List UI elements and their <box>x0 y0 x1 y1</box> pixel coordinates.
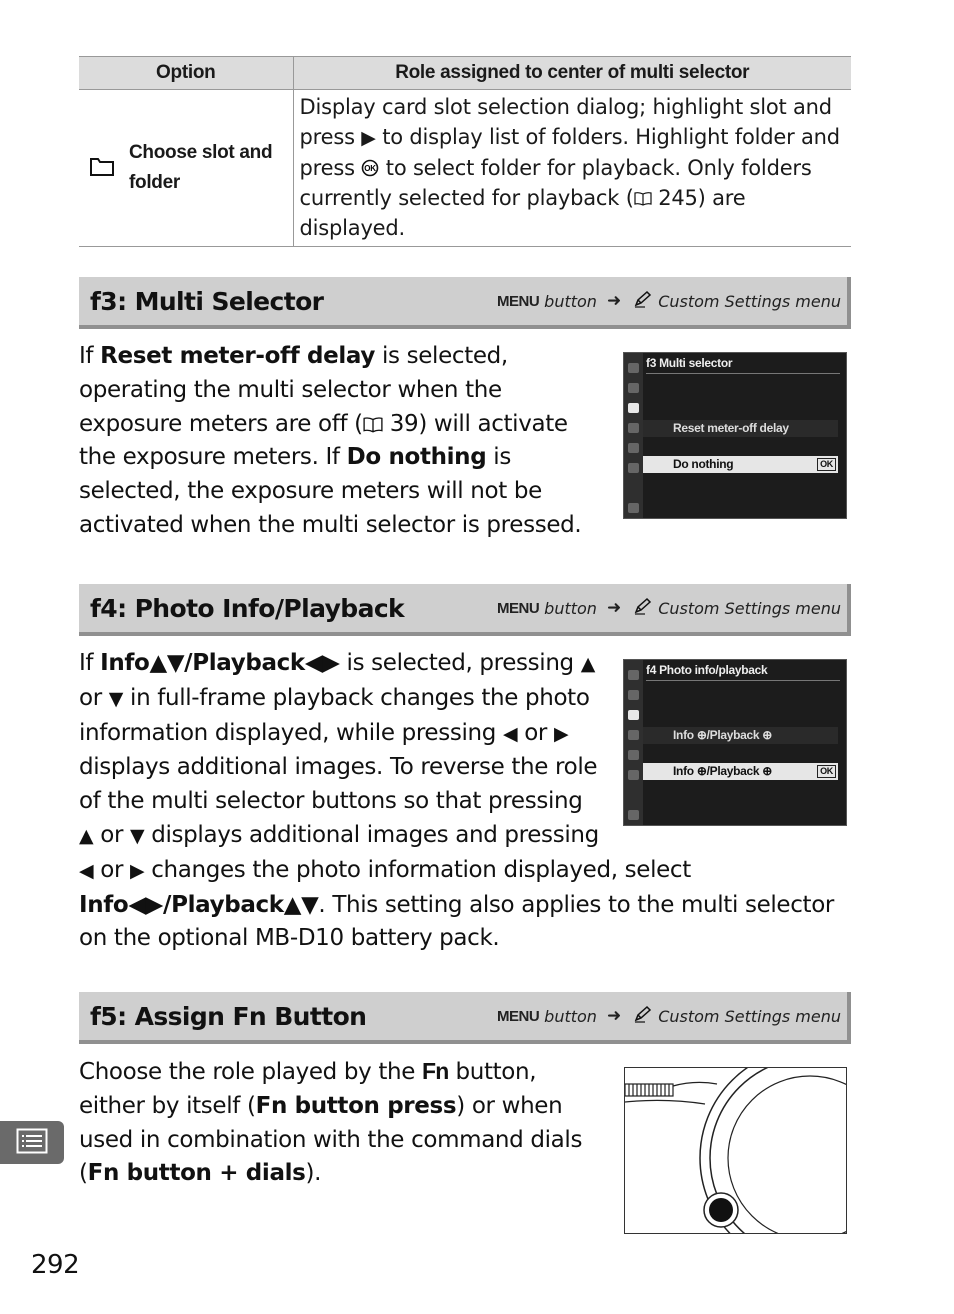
setup-menu-icon <box>628 423 639 433</box>
f3-body-text: If Reset meter-off delay is selected, operating the multi selector when the exposure meters are off ( 39) will activate the exposure meters. If Do nothing is selected, the exposure meters will not be activated when the multi selector is pressed. <box>79 343 582 538</box>
arrow-right-icon: ➜ <box>606 1006 622 1026</box>
section-header-f4 <box>79 584 851 636</box>
f5-body-text: Choose the role played by the Fn button, either by itself (Fn button press) or when used in combination with the command dials (Fn button + dials). <box>79 1058 583 1187</box>
page-ref-icon <box>634 186 652 210</box>
section-tab <box>0 1121 64 1164</box>
section-title: f3: Multi Selector <box>90 286 324 316</box>
arrow-right-icon: ➜ <box>606 598 622 618</box>
svg-text:OK: OK <box>364 164 377 174</box>
section-title: f4: Photo Info/Playback <box>90 593 405 623</box>
lcd-menu-item-selected: Info ⊕/Playback ⊕ OK <box>643 763 838 780</box>
arrow-right-icon: ➜ <box>606 291 622 311</box>
custom-settings-icon <box>628 403 639 413</box>
retouch-menu-icon <box>628 443 639 453</box>
menu-button-label: MENU <box>496 1007 540 1025</box>
help-icon <box>628 503 639 513</box>
lcd-menu-item: Reset meter-off delay <box>643 420 838 437</box>
page-number: 292 <box>31 1250 80 1280</box>
lcd-menu-item: Info ⊕/Playback ⊕ <box>643 727 838 744</box>
pencil-icon <box>633 597 653 619</box>
table-row <box>79 90 851 247</box>
lcd-menu-item-selected: Do nothing OK <box>643 456 838 473</box>
help-icon <box>628 810 639 820</box>
retouch-menu-icon <box>628 750 639 760</box>
section-title: f5: Assign Fn Button <box>90 1001 367 1031</box>
option-name: Choose slot and folder <box>129 142 273 193</box>
fn-button-label: Fn <box>422 1058 449 1084</box>
header-option: Option <box>79 57 293 90</box>
page-ref-icon <box>363 411 383 437</box>
f4-body-text: If Info▲▼/Playback◀▶ is selected, pressing ▲ or ▼ in full-frame playback changes the photo information displayed, while pressing ◀ or ▶ displays additional images. To reverse the role of the multi selector buttons so that pressing ▲ or ▼ displays additional images and pressing ◀ or ▶ changes the photo information displayed, select Info◀▶/Playback▲▼. This setting also applies to the multi selector on the optional MB-D10 battery pack. <box>79 650 835 952</box>
custom-settings-icon <box>628 710 639 720</box>
playback-menu-icon <box>628 363 639 373</box>
setup-menu-icon <box>628 730 639 740</box>
camera-fn-button-illustration <box>624 1067 847 1234</box>
section-header-f3 <box>79 277 851 329</box>
pencil-icon <box>633 290 653 312</box>
my-menu-icon <box>628 770 639 780</box>
breadcrumb: MENU button ➜ Custom Settings menu <box>496 598 841 618</box>
lcd-screenshot-f4: f4 Photo info/playback Info ⊕/Playback ⊕ Info ⊕/Playback ⊕ OK <box>623 659 847 826</box>
shooting-menu-icon <box>628 690 639 700</box>
menu-list-icon <box>16 1128 48 1158</box>
my-menu-icon <box>628 463 639 473</box>
lcd-screenshot-f3: f3 Multi selector Reset meter-off delay Do nothing OK <box>623 352 847 519</box>
breadcrumb: MENU button ➜ Custom Settings menu <box>496 1006 841 1026</box>
menu-button-label: MENU <box>496 292 540 310</box>
folder-icon <box>89 155 115 181</box>
breadcrumb: MENU button ➜ Custom Settings menu <box>496 291 841 311</box>
option-description: Display card slot selection dialog; highlight slot and press ▶ to display list of folders. Highlight folder and press OK to select folder for playback. Only folders currently selected for playback ( 245) are displayed. <box>293 90 851 247</box>
playback-menu-icon <box>628 670 639 680</box>
option-table <box>79 56 851 247</box>
ok-button-icon <box>361 156 379 180</box>
section-header-f5 <box>79 992 851 1044</box>
right-arrow-icon: ▶ <box>361 127 376 149</box>
header-role: Role assigned to center of multi selector <box>293 57 851 90</box>
menu-button-label: MENU <box>496 599 540 617</box>
shooting-menu-icon <box>628 383 639 393</box>
pencil-icon <box>633 1005 653 1027</box>
